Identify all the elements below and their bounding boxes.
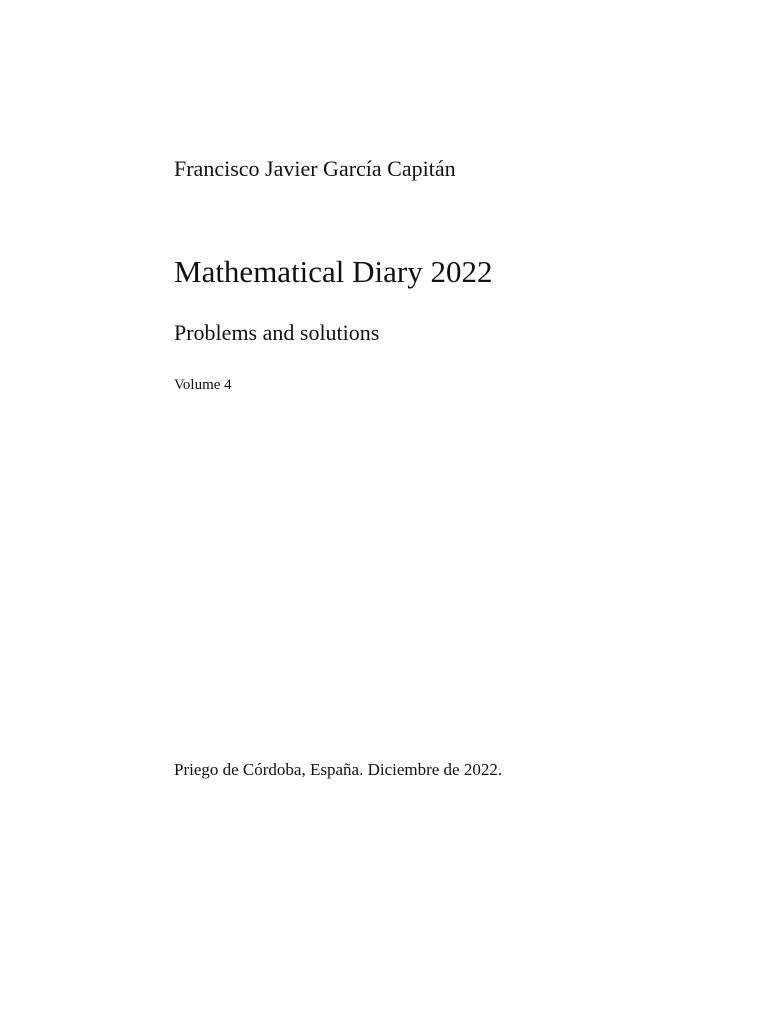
author-name: Francisco Javier García Capitán [174,156,456,181]
book-title: Mathematical Diary 2022 [174,254,493,289]
volume-label: Volume 4 [174,377,232,393]
imprint-line: Priego de Córdoba, España. Diciembre de 2022. [174,760,503,779]
book-subtitle: Problems and solutions [174,320,380,345]
